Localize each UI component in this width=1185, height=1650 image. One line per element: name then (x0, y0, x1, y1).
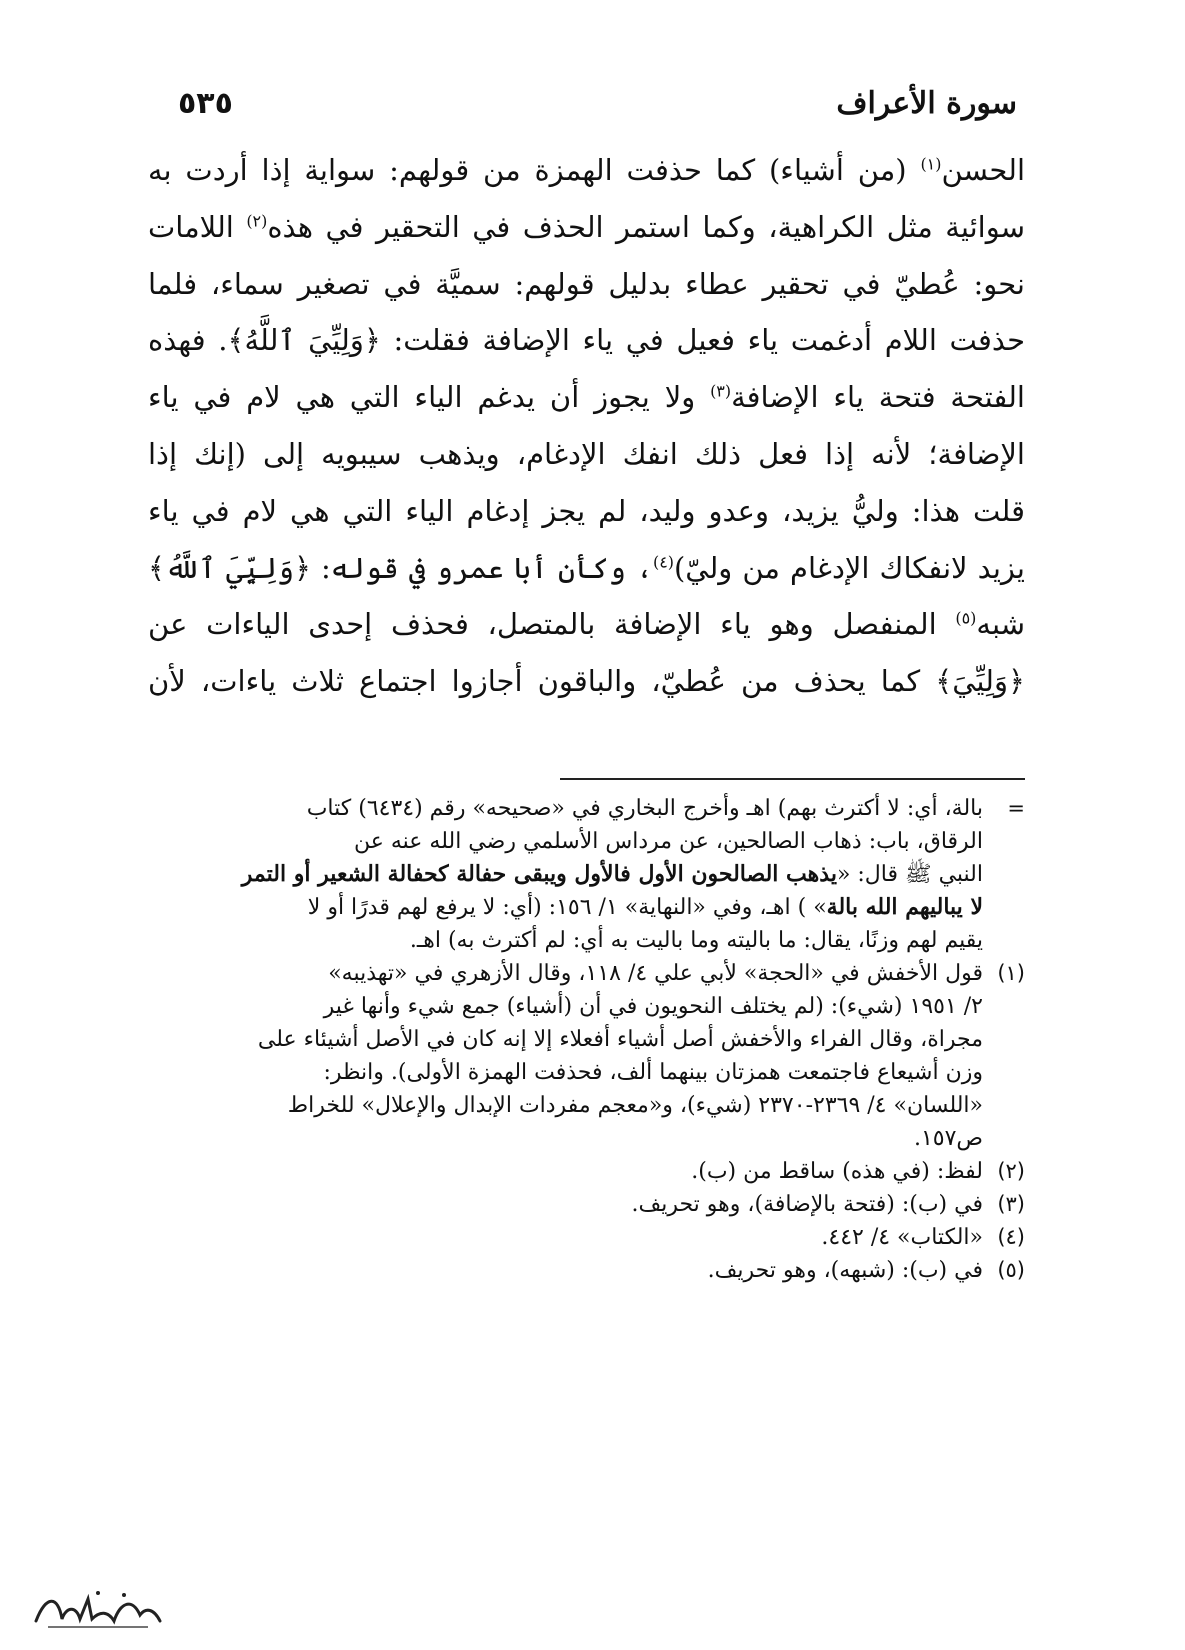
footnote-line: وزن أشيعاع فاجتمعت همزتان بينهما ألف، فحذفت الهمزة الأولى). وانظر: (323, 1060, 983, 1085)
footnote-line: في (ب): (شبهه)، وهو تحريف. (707, 1258, 983, 1283)
text-line: الفتحة فتحة ياء الإضافة$^{(٣)}$ ولا يجوز أن يدغم الياء التي هي لام في ياء (148, 380, 1025, 415)
footnote-ref[interactable]: (١) (920, 154, 942, 174)
footnotes (150, 792, 1025, 1287)
text-line: نحو: عُطيّ في تحقير عطاء بدليل قولهم: سميَّة في تصغير سماء، فلما (148, 266, 1025, 301)
footnote-body (150, 1221, 983, 1254)
footnote-ref[interactable]: (٣) (710, 381, 732, 401)
footnote-marker: (٣) (997, 1192, 1025, 1216)
hadith-text: لا يباليهم الله بالة (826, 894, 983, 920)
footnote-body (150, 1155, 983, 1188)
footnote-continuation (150, 792, 1025, 957)
page-number: ٥٣٥ (178, 85, 233, 121)
footnote-marker: = (1007, 796, 1025, 820)
text-line: يزيد لانفكاك الإدغام من وليّ)$^{(٤)}$، وكأن أبا عمرو في قوله: ﴿وَلِيِّيَ ٱللَّهُ﴾ (148, 550, 1025, 585)
footnote-line: يقيم لهم وزنًا، يقال: ما باليته وما باليت به أي: لم أكترث به) اهـ. (409, 928, 983, 953)
footnote-marker: (٥) (997, 1258, 1025, 1282)
text-line: قلت هذا: وليُّ يزيد، وعدو وليد، لم يجز إدغام الياء التي هي لام في ياء (148, 493, 1025, 528)
text-line: ﴿وَلِيِّيَ﴾ كما يحذف من عُطيّ، والباقون أجازوا اجتماع ثلاث ياءات، لأن (148, 664, 1025, 699)
footnote-5 (150, 1254, 1025, 1287)
footnote-body (150, 792, 983, 957)
text-line: الإضافة؛ لأنه إذا فعل ذلك انفك الإدغام، ويذهب سيبويه إلى (إنك إذا (148, 436, 1025, 471)
surah-title: سورة الأعراف (836, 85, 1017, 121)
footnote-line: ٢/ ١٩٥١ (شيء): (لم يختلف النحويون في أن (أشياء) جمع شيء وأنها غير (323, 994, 983, 1019)
footnote-line: «اللسان» ٤/ ٢٣٦٩-٢٣٧٠ (شيء)، و«معجم مفردات الإبدال والإعلال» للخراط (287, 1093, 983, 1118)
footnote-3 (150, 1188, 1025, 1221)
footnote-body (150, 957, 983, 1155)
footnote-2 (150, 1155, 1025, 1188)
hadith-text: يذهب الصالحون الأول فالأول ويبقى حفالة كحفالة الشعير أو التمر (241, 861, 837, 887)
main-text (148, 142, 1025, 710)
text-line: حذفت اللام أدغمت ياء فعيل في ياء الإضافة فقلت: ﴿وَلِيِّيَ ٱللَّهُ﴾. فهذه (148, 323, 1025, 358)
footnote-divider (560, 778, 1025, 780)
footnote-body (150, 1254, 983, 1287)
footnote-marker: (٢) (997, 1159, 1025, 1183)
footnote-4 (150, 1221, 1025, 1254)
footnote-line: لفظ: (في هذه) ساقط من (ب). (691, 1159, 983, 1184)
footnote-line: «الكتاب» ٤/ ٤٤٢. (821, 1225, 983, 1250)
footnote-ref[interactable]: (٥) (955, 608, 977, 628)
footnote-line: بالة، أي: لا أكترث بهم) اهـ وأخرج البخاري في «صحيحه» رقم (٦٤٣٤) كتاب (306, 796, 983, 821)
footnote-ref[interactable]: (٤) (652, 551, 674, 571)
footnote-1 (150, 957, 1025, 1155)
footnote-line: مجراة، وقال الفراء والأخفش أصل أشياء أفعلاء إلا إنه كان في الأصل أشيئاء على (257, 1027, 983, 1052)
footnote-body (150, 1188, 983, 1221)
footnote-ref[interactable]: (٢) (246, 211, 268, 231)
page-header (178, 78, 1017, 128)
text-line: شبه$^{(٥)}$ المنفصل وهو ياء الإضافة بالمتصل، فحذف إحدى الياءات عن (148, 607, 1025, 642)
calligraphy-logo (28, 1585, 168, 1633)
footnote-line: النبي ﷺ قال: «يذهب الصالحون الأول فالأول ويبقى حفالة كحفالة الشعير أو التمر (241, 861, 983, 887)
footnote-marker: (٤) (997, 1225, 1025, 1249)
footnote-line: قول الأخفش في «الحجة» لأبي علي ٤/ ١١٨، وقال الأزهري في «تهذيبه» (328, 961, 983, 986)
footnote-line: الرقاق، باب: ذهاب الصالحين، عن مرداس الأسلمي رضي الله عنه عن (354, 829, 983, 854)
footnote-line: في (ب): (فتحة بالإضافة)، وهو تحريف. (631, 1192, 983, 1217)
footnote-line: لا يباليهم الله بالة» ) اهـ، وفي «النهاية» ١/ ١٥٦: (أي: لا يرفع لهم قدرًا أو لا (307, 894, 983, 920)
footnote-marker: (١) (997, 961, 1025, 985)
text-line: الحسن$^{(١)}$ (من أشياء) كما حذفت الهمزة من قولهم: سواية إذا أردت به (148, 153, 1025, 187)
text-line: سوائية مثل الكراهية، وكما استمر الحذف في التحقير في هذه$^{(٢)}$ اللامات (148, 209, 1025, 244)
footnote-line: ص١٥٧. (913, 1126, 983, 1151)
